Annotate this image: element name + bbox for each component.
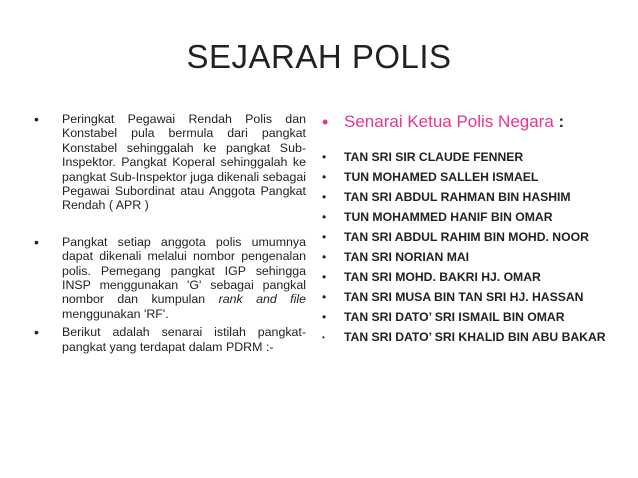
- ketua-header: [322, 112, 622, 132]
- paragraph-peringkat: Peringkat Pegawai Rendah Polis dan Konstabel pula bermula dari pangkat Konstabel sehinggalah ke pangkat Sub-Inspektor. Pangkat Koperal sehinggalah ke pangkat Sub-Inspektor juga dikenali sebagai Pegawai Subordinat atau Anggota Pangkat Rendah ( APR ): [62, 112, 306, 213]
- bullet-dot-icon: •: [34, 324, 39, 341]
- left-column: [34, 112, 306, 354]
- list-item-text: TAN SRI MOHD. BAKRI HJ. OMAR: [344, 270, 541, 284]
- ketua-list: [322, 150, 622, 345]
- left-bullet-3: [34, 325, 306, 354]
- bullet-dot-icon: •: [322, 310, 327, 324]
- bullet-dot-icon: •: [322, 230, 327, 244]
- left-bullet-1: [34, 112, 306, 213]
- list-item-text: TAN SRI MUSA BIN TAN SRI HJ. HASSAN: [344, 290, 584, 304]
- list-item: [322, 150, 622, 165]
- list-item-text: TUN MOHAMED SALLEH ISMAEL: [344, 170, 539, 184]
- paragraph-pangkat-italic: rank and file: [218, 292, 306, 307]
- list-item: [322, 250, 622, 265]
- list-item-text: TAN SRI DATO’ SRI KHALID BIN ABU BAKAR: [344, 330, 606, 344]
- bullet-dot-icon: •: [34, 233, 39, 250]
- right-column: [322, 112, 622, 350]
- list-item: [322, 210, 622, 225]
- bullet-dot-icon: •: [322, 250, 327, 264]
- list-item: [322, 270, 622, 285]
- list-item: [322, 190, 622, 205]
- list-item: [322, 230, 622, 245]
- paragraph-pangkat-part2: menggunakan 'RF'.: [62, 306, 169, 321]
- left-bullet-2: [34, 235, 306, 321]
- list-item-text: TAN SRI ABDUL RAHIM BIN MOHD. NOOR: [344, 230, 589, 244]
- ketua-header-text: [344, 112, 564, 132]
- bullet-dot-icon: •: [322, 210, 327, 224]
- bullet-dot-icon: •: [322, 112, 329, 132]
- bullet-dot-icon: •: [322, 190, 327, 204]
- bullet-dot-icon: •: [322, 150, 327, 164]
- bullet-dot-icon: •: [34, 111, 39, 127]
- list-item-text: TAN SRI NORIAN MAI: [344, 250, 470, 264]
- slide-title: SEJARAH POLIS: [186, 38, 452, 75]
- bullet-dot-icon: •: [322, 170, 327, 184]
- list-item-text: TAN SRI DATO’ SRI ISMAIL BIN OMAR: [344, 310, 565, 324]
- ketua-header-label: Senarai Ketua Polis Negara: [344, 112, 554, 131]
- list-item-text: TUN MOHAMMED HANIF BIN OMAR: [344, 210, 553, 224]
- list-item: [322, 330, 622, 345]
- list-item: [322, 290, 622, 305]
- paragraph-pangkat: [62, 235, 306, 321]
- bullet-dot-icon: •: [322, 290, 327, 304]
- paragraph-pangkat-part1: Pangkat setiap anggota polis umumnya dapat dikenali melalui nombor pengenalan polis. Pemegang pangkat IGP sehingga INSP menggunakan 'G' sebagai pangkal nombor dan kumpulan: [62, 234, 306, 307]
- list-item: [322, 310, 622, 325]
- ketua-header-colon: :: [553, 112, 565, 131]
- list-item: [322, 170, 622, 185]
- paragraph-berikut: Berikut adalah senarai istilah pangkat-pangkat yang terdapat dalam PDRM :-: [62, 325, 306, 354]
- bullet-dot-icon: •: [322, 270, 327, 284]
- list-item-text: TAN SRI SIR CLAUDE FENNER: [344, 150, 524, 164]
- list-item-text: TAN SRI ABDUL RAHMAN BIN HASHIM: [344, 190, 571, 204]
- bullet-dot-icon: •: [322, 333, 325, 342]
